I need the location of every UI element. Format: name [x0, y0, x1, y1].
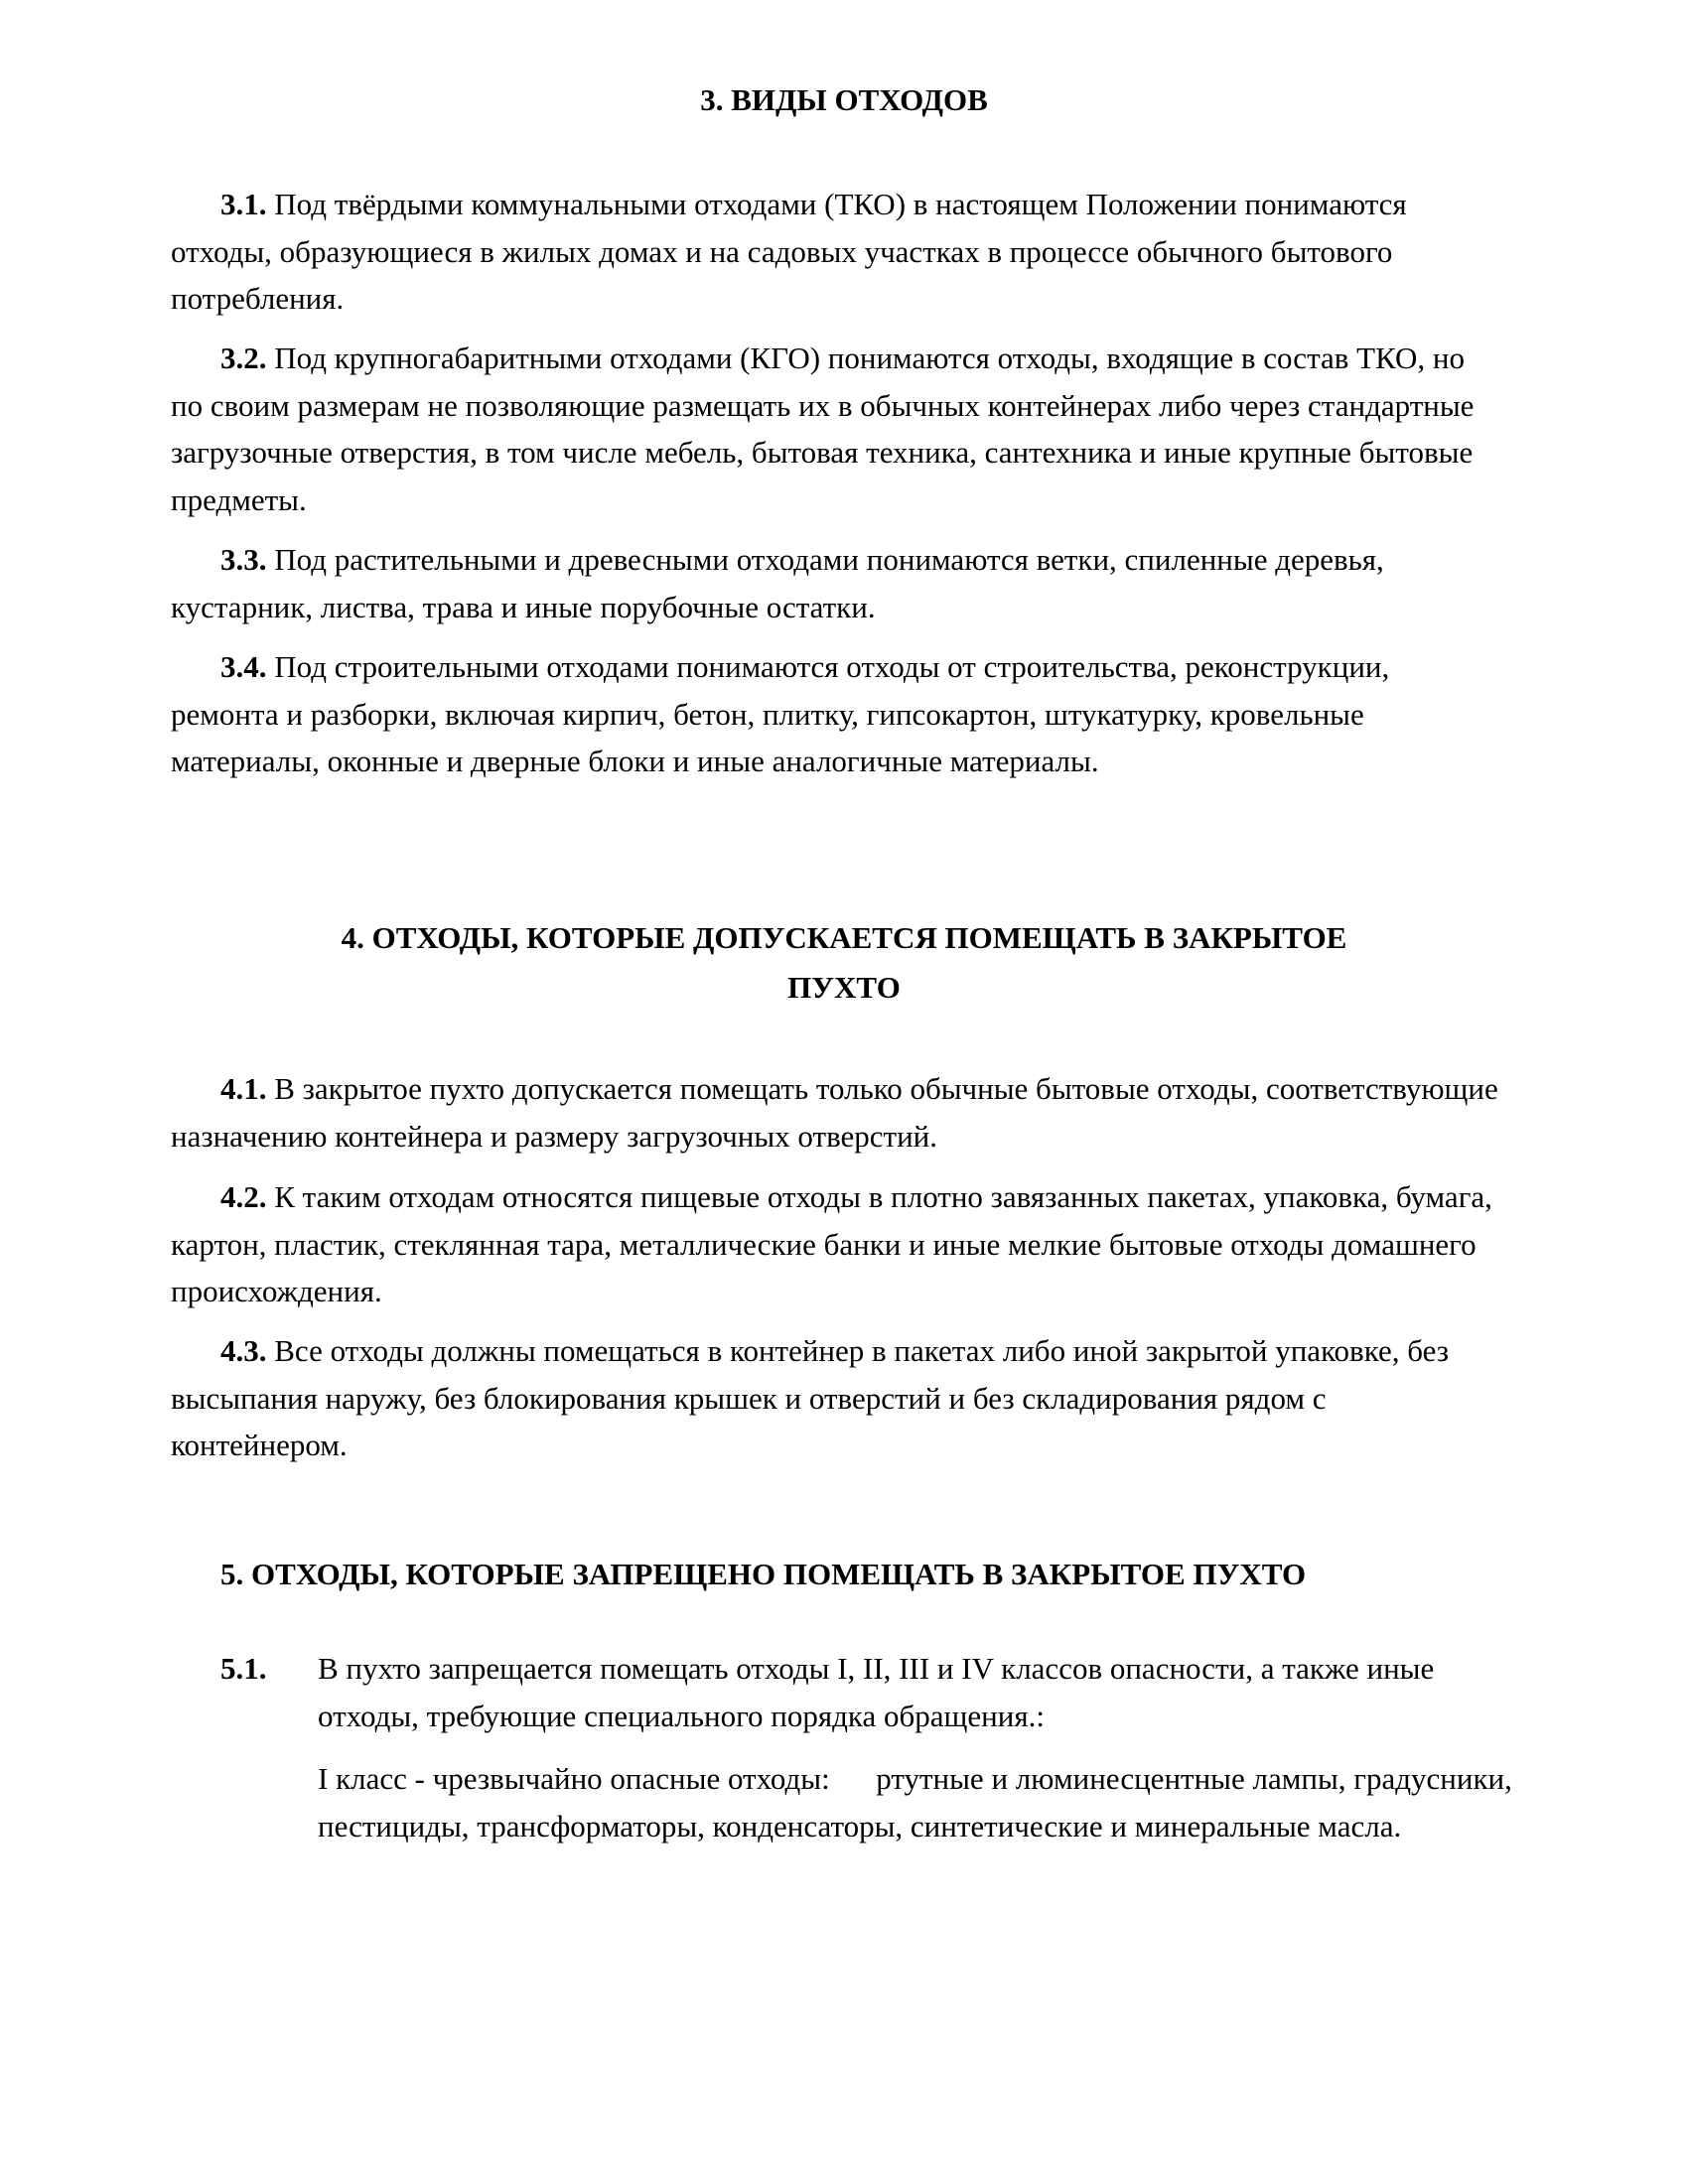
paragraph-number: 4.3. [220, 1333, 267, 1368]
paragraph-number: 3.2. [220, 341, 267, 375]
paragraph-text: Под крупногабаритными отходами (КГО) понимаются отходы, входящие в состав ТКО, но по своим размерам не позволяющие размещать их в обычных контейнерах либо через стандартные загрузочные отверстия, в том числе мебель, бытовая техника, сантехника и иные крупные бытовые предметы. [171, 341, 1475, 517]
section-3-heading: 3. ВИДЫ ОТХОДОВ [700, 82, 988, 117]
paragraph-3-2 [171, 335, 1501, 523]
paragraph-text: К таким отходам относятся пищевые отходы в плотно завязанных пакетах, упаковка, бумага, картон, пластик, стеклянная тара, металлические банки и иные мелкие бытовые отходы домашнего происхождения. [171, 1179, 1492, 1308]
paragraph-number: 3.3. [220, 542, 267, 577]
paragraph-number: 4.2. [220, 1179, 267, 1214]
paragraph-4-2 [171, 1173, 1501, 1315]
paragraph-5-1: В пухто запрещается помещать отходы I, II, III и IV классов опасности, а также иные отходы, требующие специального порядка обращения.: [318, 1651, 1435, 1733]
paragraph-3-1 [171, 181, 1501, 323]
paragraph-number: 3.1. [220, 187, 267, 221]
paragraph-3-4 [171, 643, 1501, 785]
section-4-heading-line1: 4. ОТХОДЫ, КОТОРЫЕ ДОПУСКАЕТСЯ ПОМЕЩАТЬ В ЗАКРЫТОЕ [341, 920, 1347, 955]
paragraph-number: 3.4. [220, 649, 267, 684]
paragraph-number-5-1: 5.1. [220, 1651, 267, 1686]
paragraph-text: Все отходы должны помещаться в контейнер в пакетах либо иной закрытой упаковке, без высыпания наружу, без блокирования крышек и отверстий и без складирования рядом с контейнером. [171, 1333, 1449, 1462]
section-4-heading-line2: ПУХТО [787, 970, 901, 1005]
section-5-heading: 5. ОТХОДЫ, КОТОРЫЕ ЗАПРЕЩЕНО ПОМЕЩАТЬ В ЗАКРЫТОЕ ПУХТО [220, 1557, 1307, 1591]
paragraph-5-1-class-1: I класс - чрезвычайно опасные отходы: ртутные и люминесцентные лампы, градусники, пестициды, трансформаторы, конденсаторы, синтетические и минеральные масла. [318, 1761, 1520, 1843]
paragraph-text: Под растительными и древесными отходами понимаются ветки, спиленные деревья, кустарник, листва, трава и иные порубочные остатки. [171, 542, 1384, 624]
paragraph-text: Под твёрдыми коммунальными отходами (ТКО) в настоящем Положении понимаются отходы, образующиеся в жилых домах и на садовых участках в процессе обычного бытового потребления. [171, 187, 1407, 316]
paragraph-text: В закрытое пухто допускается помещать только обычные бытовые отходы, соответствующие назначению контейнера и размеру загрузочных отверстий. [171, 1071, 1498, 1154]
paragraph-4-1 [171, 1065, 1501, 1160]
paragraph-3-3 [171, 536, 1501, 630]
paragraph-4-3 [171, 1327, 1501, 1469]
paragraph-number: 4.1. [220, 1071, 267, 1106]
paragraph-text: Под строительными отходами понимаются отходы от строительства, реконструкции, ремонта и разборки, включая кирпич, бетон, плитку, гипсокартон, штукатурку, кровельные материалы, оконные и дверные блоки и иные аналогичные материалы. [171, 649, 1390, 778]
